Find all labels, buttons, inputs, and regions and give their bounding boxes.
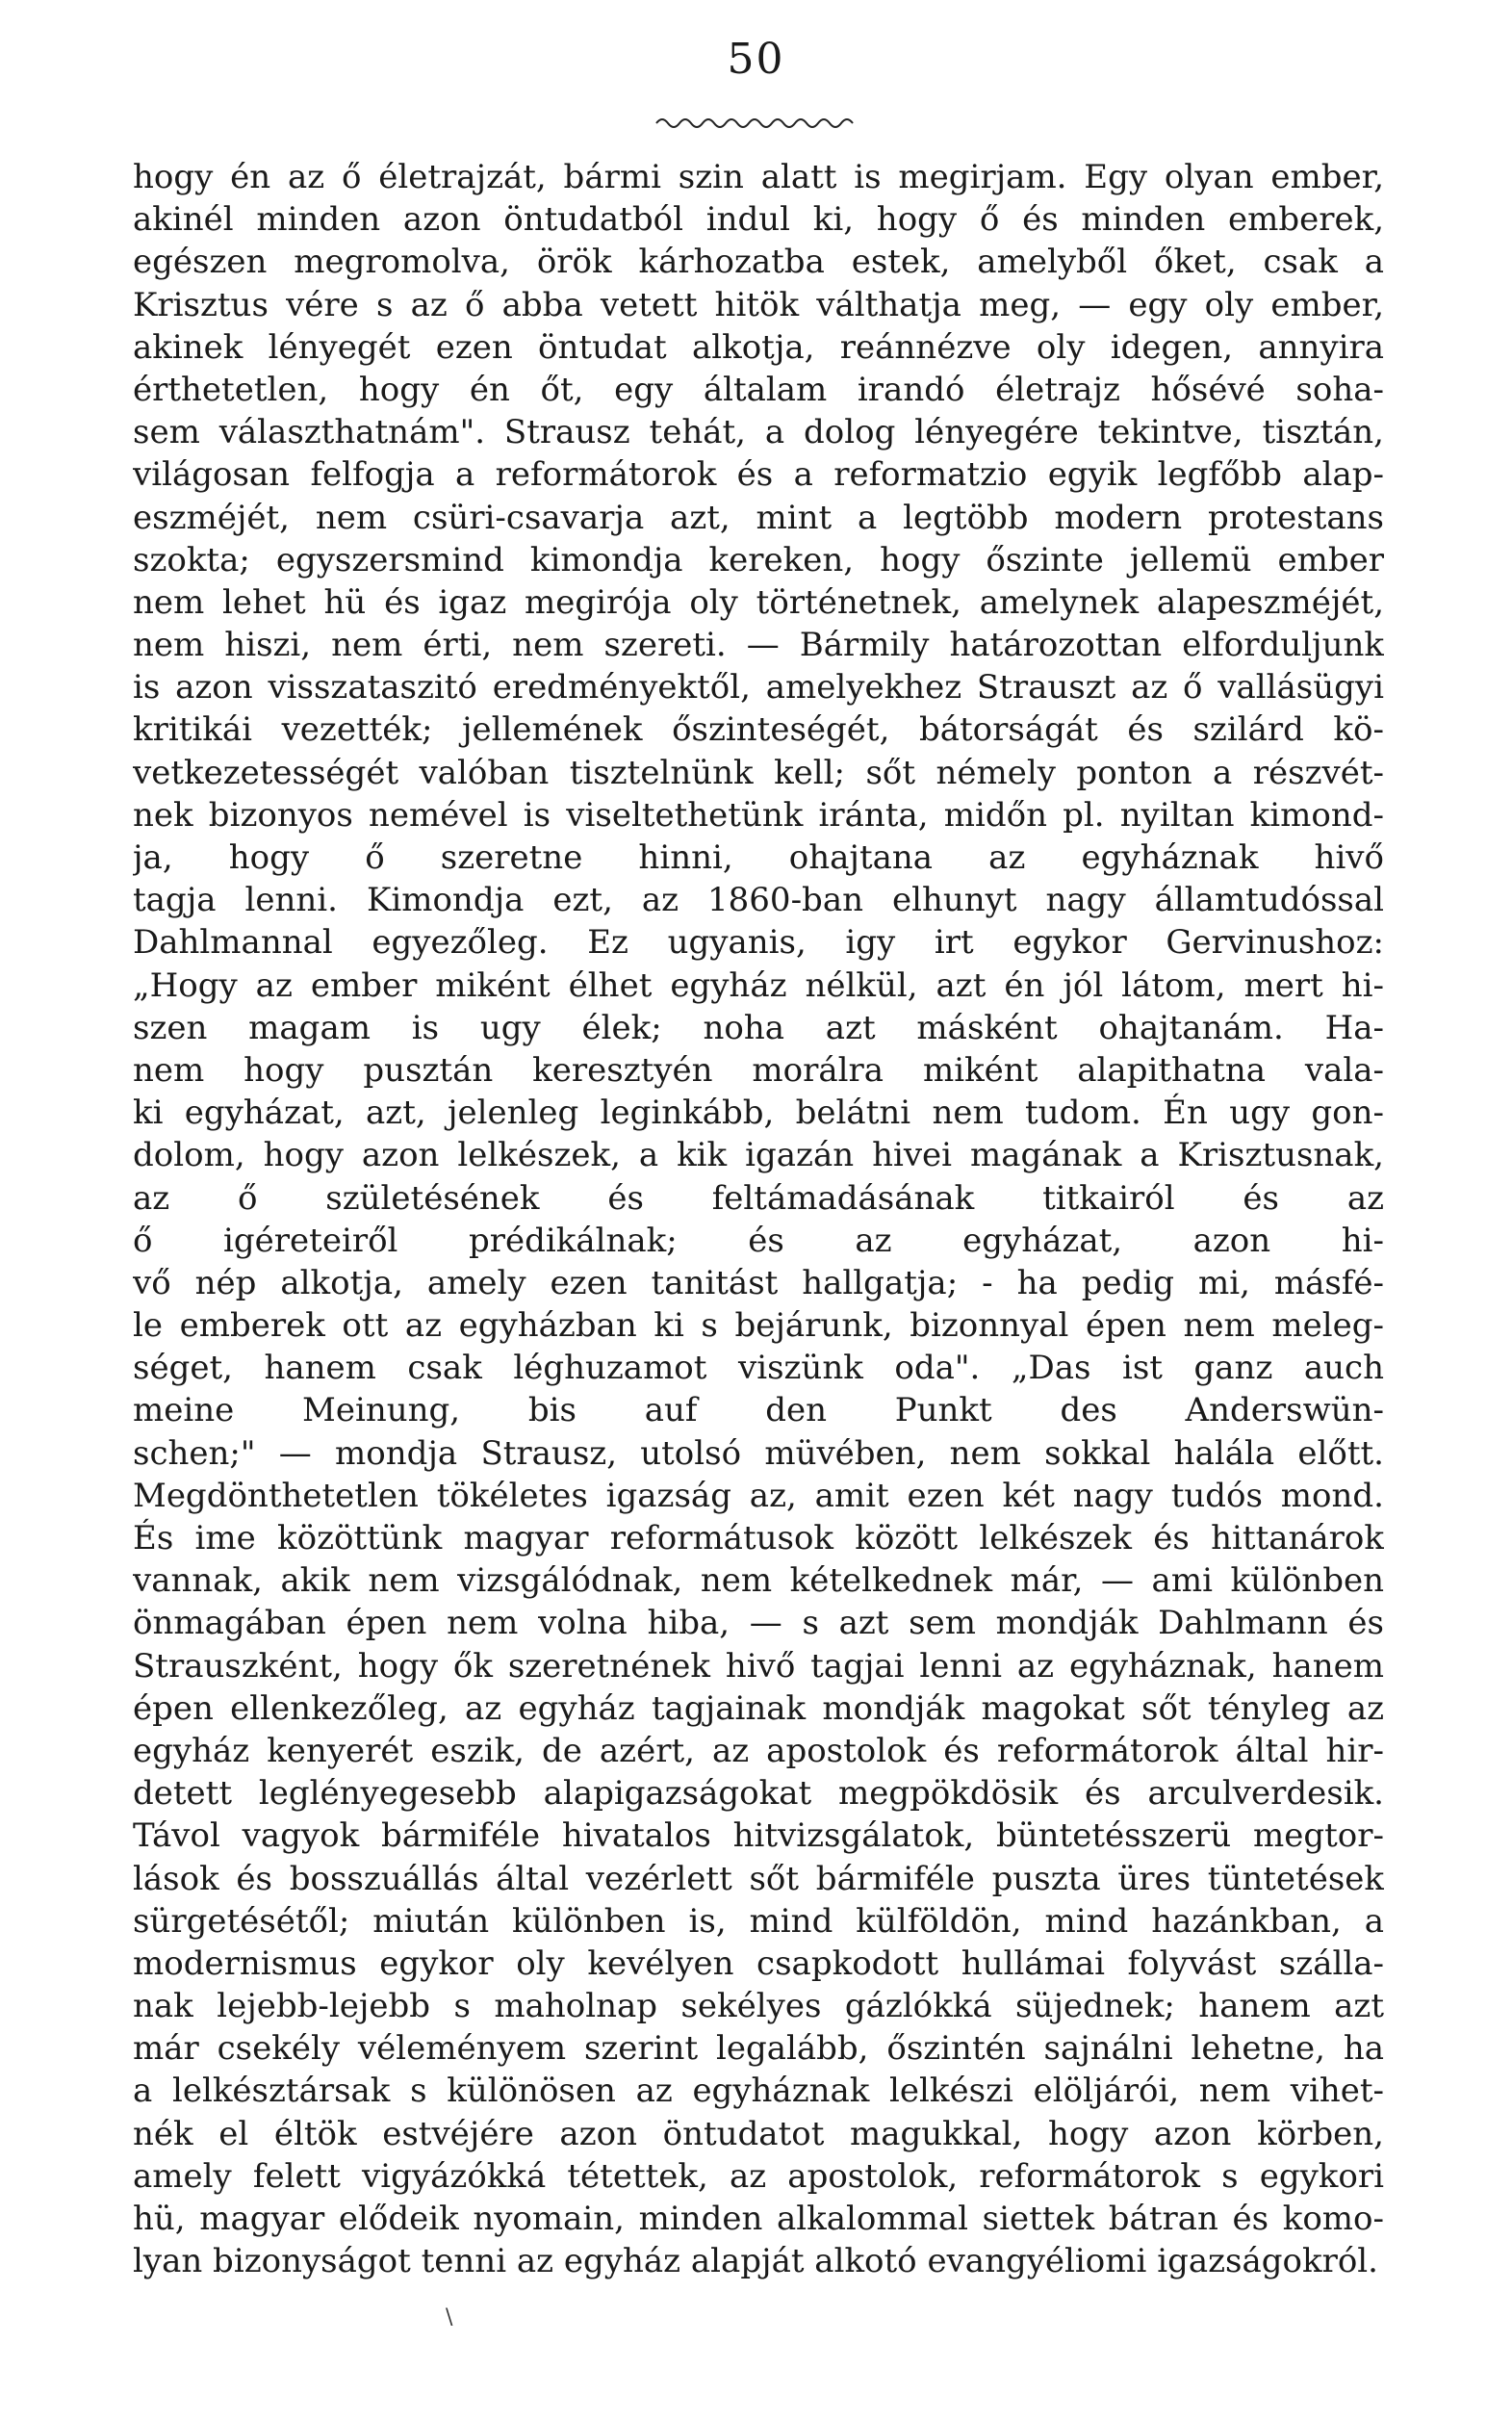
text-line: akinek lényegét ezen öntudat alkotja, reánnézve oly idegen, annyira — [133, 327, 1384, 367]
text-line: amely felett vigyázókká tétettek, az apostolok, reformátorok s egykori — [133, 2156, 1384, 2196]
text-line: már csekély véleményem szerint legalább, őszintén sajnálni lehetne, ha — [133, 2029, 1384, 2069]
text-line: Dahlmannal egyezőleg. Ez ugyanis, igy irt egykor Gervinushoz: — [133, 923, 1384, 963]
text-line: És ime közöttünk magyar reformátusok között lelkészek és hittanárok — [133, 1519, 1384, 1558]
text-line: le emberek ott az egyházban ki s bejárunk, bizonnyal épen nem meleg- — [133, 1306, 1384, 1346]
text-line: egészen megromolva, örök kárhozatba estek, amelyből őket, csak a — [133, 243, 1384, 282]
text-line: nem hogy pusztán keresztyén morálra miként alapithatna vala- — [133, 1050, 1384, 1090]
text-line: vetkezetességét valóban tisztelnünk kell; sőt némely ponton a részvét- — [133, 753, 1384, 792]
text-line: nem lehet hü és igaz megirója oly történetnek, amelynek alapeszméjét, — [133, 582, 1384, 622]
text-line: Strauszként, hogy ők szeretnének hivő tagjai lenni az egyháznak, hanem — [133, 1646, 1384, 1686]
text-line: hü, magyar elődeik nyomain, minden alkalommal siettek bátran és komo- — [133, 2200, 1384, 2238]
text-line: világosan felfogja a reformátorok és a reformatzio egyik legfőbb alap- — [133, 455, 1384, 495]
text-line: szokta; egyszersmind kimondja kereken, hogy őszinte jellemü ember — [133, 540, 1384, 579]
text-line: nek bizonyos nemével is viseltethetünk iránta, midőn pl. nyiltan kimond- — [133, 795, 1384, 835]
text-line: akinél minden azon öntudatból indul ki, hogy ő és minden emberek, — [133, 200, 1384, 240]
text-line: szen magam is ugy élek; noha azt másként ohajtanám. Ha- — [133, 1008, 1384, 1047]
text-line: modernismus egykor oly kevélyen csapkodott hullámai folyvást szálla- — [133, 1944, 1384, 1983]
text-line: dolom, hogy azon lelkészek, a kik igazán hivei magának a Krisztusnak, — [133, 1136, 1384, 1175]
text-line: lások és bosszuállás által vezérlett sőt bármiféle puszta üres tüntetések — [133, 1859, 1384, 1898]
wavy-rule-ornament — [654, 116, 857, 131]
text-line: Távol vagyok bármiféle hivatalos hitvizsgálatok, büntetésszerü megtor- — [133, 1816, 1384, 1856]
page-number: 50 — [727, 35, 785, 84]
text-line: sürgetésétől; miután különben is, mind külföldön, mind hazánkban, a — [133, 1901, 1384, 1941]
text-line: sem választhatnám". Strausz tehát, a dolog lényegére tekintve, tisztán, — [133, 413, 1384, 452]
text-line: tagja lenni. Kimondja ezt, az 1860-ban elhunyt nagy államtudóssal — [133, 881, 1384, 920]
text-line: eszméjét, nem csüri-csavarja azt, mint a legtöbb modern protestans — [133, 498, 1384, 537]
text-line: Megdönthetetlen tökéletes igazság az, amit ezen két nagy tudós mond. — [133, 1476, 1384, 1515]
text-line: egyház kenyerét eszik, de azért, az apostolok és reformátorok által hir- — [133, 1731, 1384, 1770]
text-line: vannak, akik nem vizsgálódnak, nem kételkednek már, — ami különben — [133, 1561, 1384, 1601]
text-line: érthetetlen, hogy én őt, egy általam irandó életrajz hősévé soha- — [133, 370, 1384, 409]
text-line: ő igéreteiről prédikálnak; és az egyházat, azon hi- — [133, 1221, 1384, 1260]
text-line: séget, hanem csak léghuzamot viszünk oda". „Das ist ganz auch — [133, 1349, 1384, 1388]
text-line: a lelkésztársak s különösen az egyháznak lelkészi elöljárói, nem vihet- — [133, 2072, 1384, 2111]
text-line: kritikái vezették; jellemének őszinteségét, bátorságát és szilárd kö- — [133, 710, 1384, 750]
text-line: lyan bizonyságot tenni az egyház alapját alkotó evangyéliomi igazságokról. — [133, 2242, 1378, 2281]
text-line: önmagában épen nem volna hiba, — s azt sem mondják Dahlmann és — [133, 1604, 1384, 1643]
text-line: Krisztus vére s az ő abba vetett hitök válthatja meg, — egy oly ember, — [133, 285, 1384, 324]
text-line: épen ellenkezőleg, az egyház tagjainak mondják magokat sőt tényleg az — [133, 1688, 1384, 1728]
text-line: az ő születésének és feltámadásának titkairól és az — [133, 1178, 1384, 1218]
text-line: schen;" — mondja Strausz, utolsó müvében, nem sokkal halála előtt. — [133, 1433, 1384, 1473]
text-line: ki egyházat, azt, jelenleg leginkább, belátni nem tudom. Én ugy gon- — [133, 1094, 1384, 1133]
stray-mark: \ — [446, 2305, 453, 2330]
text-line: nak lejebb-lejebb s maholnap sekélyes gázlókká süjednek; hanem azt — [133, 1987, 1384, 2026]
text-line: is azon visszataszitó eredményektől, amelyekhez Strauszt az ő vallásügyi — [133, 668, 1384, 708]
text-line: hogy én az ő életrajzát, bármi szin alatt is megirjam. Egy olyan ember, — [133, 158, 1384, 196]
text-line: meine Meinung, bis auf den Punkt des Anderswün- — [133, 1391, 1384, 1430]
body-text — [133, 156, 1384, 2282]
text-line: „Hogy az ember miként élhet egyház nélkül, azt én jól látom, mert hi- — [133, 965, 1384, 1005]
text-line: ja, hogy ő szeretne hinni, ohajtana az egyháznak hivő — [133, 838, 1384, 877]
text-line: vő nép alkotja, amely ezen tanitást hallgatja; - ha pedig mi, másfé- — [133, 1263, 1384, 1302]
text-line: detett leglényegesebb alapigazságokat megpökdösik és arculverdesik. — [133, 1774, 1384, 1814]
text-line: nem hiszi, nem érti, nem szereti. — Bármily határozottan elforduljunk — [133, 626, 1384, 665]
text-line: nék el éltök estvéjére azon öntudatot magukkal, hogy azon körben, — [133, 2114, 1384, 2153]
